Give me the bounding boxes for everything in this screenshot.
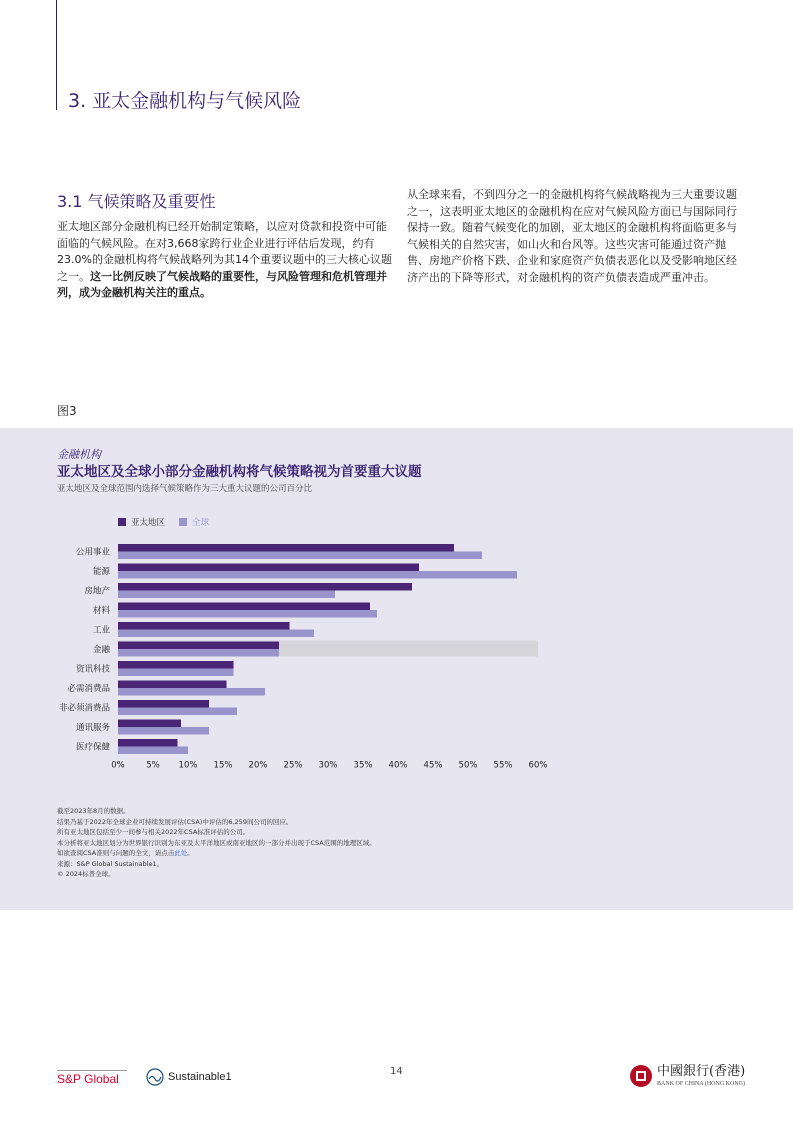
x-tick-label: 55%	[493, 760, 513, 771]
section-title: 3. 亚太金融机构与气候风险	[68, 90, 302, 112]
footer-logo-underline	[57, 1070, 127, 1071]
category-label: 必需消费品	[67, 684, 110, 694]
bar-apac	[118, 603, 370, 611]
bar-global	[118, 591, 335, 599]
figure-title: 亚太地区及全球小部分金融机构将气候策略视为首要重大议题	[57, 464, 422, 480]
bar-global	[118, 610, 377, 618]
left-paragraph-text: 亚太地区部分金融机构已经开始制定策略，以应对贷款和投资中可能面临的气候风险。在对3,668家跨行业企业进行评估后发现，约有23.0%的金融机构将气候战略列为其14个重要议题中的三大核心议题之一。	[57, 220, 392, 283]
x-tick-label: 60%	[528, 760, 548, 771]
bar-apac	[118, 681, 227, 689]
subsection-title: 3.1 气候策略及重要性	[57, 192, 216, 211]
x-tick-label: 40%	[388, 760, 408, 771]
category-label: 材料	[92, 606, 110, 616]
note-link-suffix: 。	[187, 849, 194, 857]
x-tick-label: 30%	[318, 760, 338, 771]
bar-apac	[118, 661, 234, 669]
right-paragraph: 从全球来看，不到四分之一的金融机构将气候战略视为三大重要议题之一，这表明亚太地区的金融机构在应对气候风险方面已与国际同行保持一致。随着气候变化的加剧，亚太地区的金融机构将面临更多与气候相关的自然灾害，如山火和台风等。这些灾害可能通过资产抛售、房地产价格下跌、企业和家庭资产负债表恶化以及受影响地区经济产出的下降等形式，对金融机构的资产负债表造成严重冲击。	[407, 188, 737, 284]
bar-global	[118, 552, 482, 560]
bar-apac	[118, 739, 178, 747]
x-tick-label: 5%	[146, 760, 160, 771]
note-copyright: © 2024标普全球。	[57, 870, 115, 878]
note-line: 本分析将亚太地区划分为世界银行识别为东亚及太平洋地区或南亚地区的一部分并出现于CSA范围的地理区域。	[57, 838, 376, 847]
section-divider-line	[56, 0, 57, 110]
bar-apac	[118, 642, 279, 650]
bar-apac	[118, 544, 454, 552]
page-number: 14	[390, 1066, 403, 1077]
category-label: 通讯服务	[75, 723, 110, 733]
category-label: 非必须消费品	[58, 703, 110, 714]
boc-name-cn: 中國銀行(香港)	[657, 1064, 746, 1079]
bar-global	[118, 708, 237, 716]
figure-label: 图3	[57, 404, 77, 418]
x-tick-label: 0%	[111, 760, 125, 771]
category-label: 医疗保健	[75, 742, 110, 753]
bar-global	[118, 747, 188, 755]
bar-apac	[118, 720, 181, 728]
figure-subtitle: 亚太地区及全球范围内选择气候策略作为三大重大议题的公司百分比	[57, 484, 313, 494]
note-line: 如欲查阅CSA准则与问题的全文，请点击	[57, 849, 175, 857]
x-tick-label: 45%	[423, 760, 443, 771]
bar-apac	[118, 622, 290, 630]
bar-global	[118, 630, 314, 638]
sustainable1-text: Sustainable1	[168, 1071, 232, 1083]
category-label: 工业	[92, 625, 110, 636]
legend-label-apac: 亚太地区	[131, 518, 166, 528]
legend-label-global: 全球	[192, 518, 210, 528]
category-label: 能源	[92, 567, 110, 577]
boc-emblem-icon	[630, 1065, 652, 1087]
sp-global-logo: S&P Global	[57, 1072, 119, 1086]
figure-kicker: 金融机构	[57, 448, 101, 461]
x-tick-label: 35%	[353, 760, 373, 771]
left-paragraph-bold: 这一比例反映了气候战略的重要性，与风险管理和危机管理并列，成为金融机构关注的重点。	[57, 269, 387, 299]
bar-global	[118, 688, 265, 696]
boc-logo	[630, 1065, 745, 1087]
sustainable1-logo	[146, 1068, 232, 1086]
category-label: 金融	[92, 645, 110, 655]
bar-global	[118, 669, 234, 677]
note-line-with-link	[57, 848, 376, 859]
note-source: 来源：S&P Global Sustainable1。	[57, 859, 164, 868]
figure-notes	[57, 806, 376, 880]
boc-name-en: BANK OF CHINA (HONG KONG)	[657, 1081, 745, 1087]
bar-global	[118, 649, 279, 657]
note-line: 截至2023年8月的数据。	[57, 807, 130, 815]
bar-apac	[118, 700, 209, 708]
sustainable1-icon	[146, 1068, 164, 1086]
x-tick-label: 50%	[458, 760, 478, 771]
bar-apac	[118, 583, 412, 591]
category-label: 资讯科技	[75, 664, 110, 675]
boc-logo-text	[657, 1065, 745, 1087]
note-line: 结果乃基于2022年全球企业可持续发展评估(CSA)中评估的6,259间公司的回应。	[57, 817, 293, 826]
csa-link[interactable]: 此处	[174, 849, 188, 857]
bar-chart	[0, 428, 793, 798]
bar-global	[118, 571, 517, 579]
category-label: 公用事业	[75, 547, 110, 558]
left-paragraph	[57, 219, 392, 302]
figure-panel	[0, 428, 793, 910]
x-tick-label: 15%	[213, 760, 233, 771]
bar-global	[118, 727, 209, 735]
category-label: 房地产	[84, 586, 110, 597]
note-line: 所有亚太地区包括至少一间参与相关2022年CSA标准评估的公司。	[57, 828, 250, 836]
bar-apac	[118, 564, 419, 572]
x-tick-label: 20%	[248, 760, 268, 771]
x-tick-label: 25%	[283, 760, 303, 771]
x-tick-label: 10%	[178, 760, 198, 771]
